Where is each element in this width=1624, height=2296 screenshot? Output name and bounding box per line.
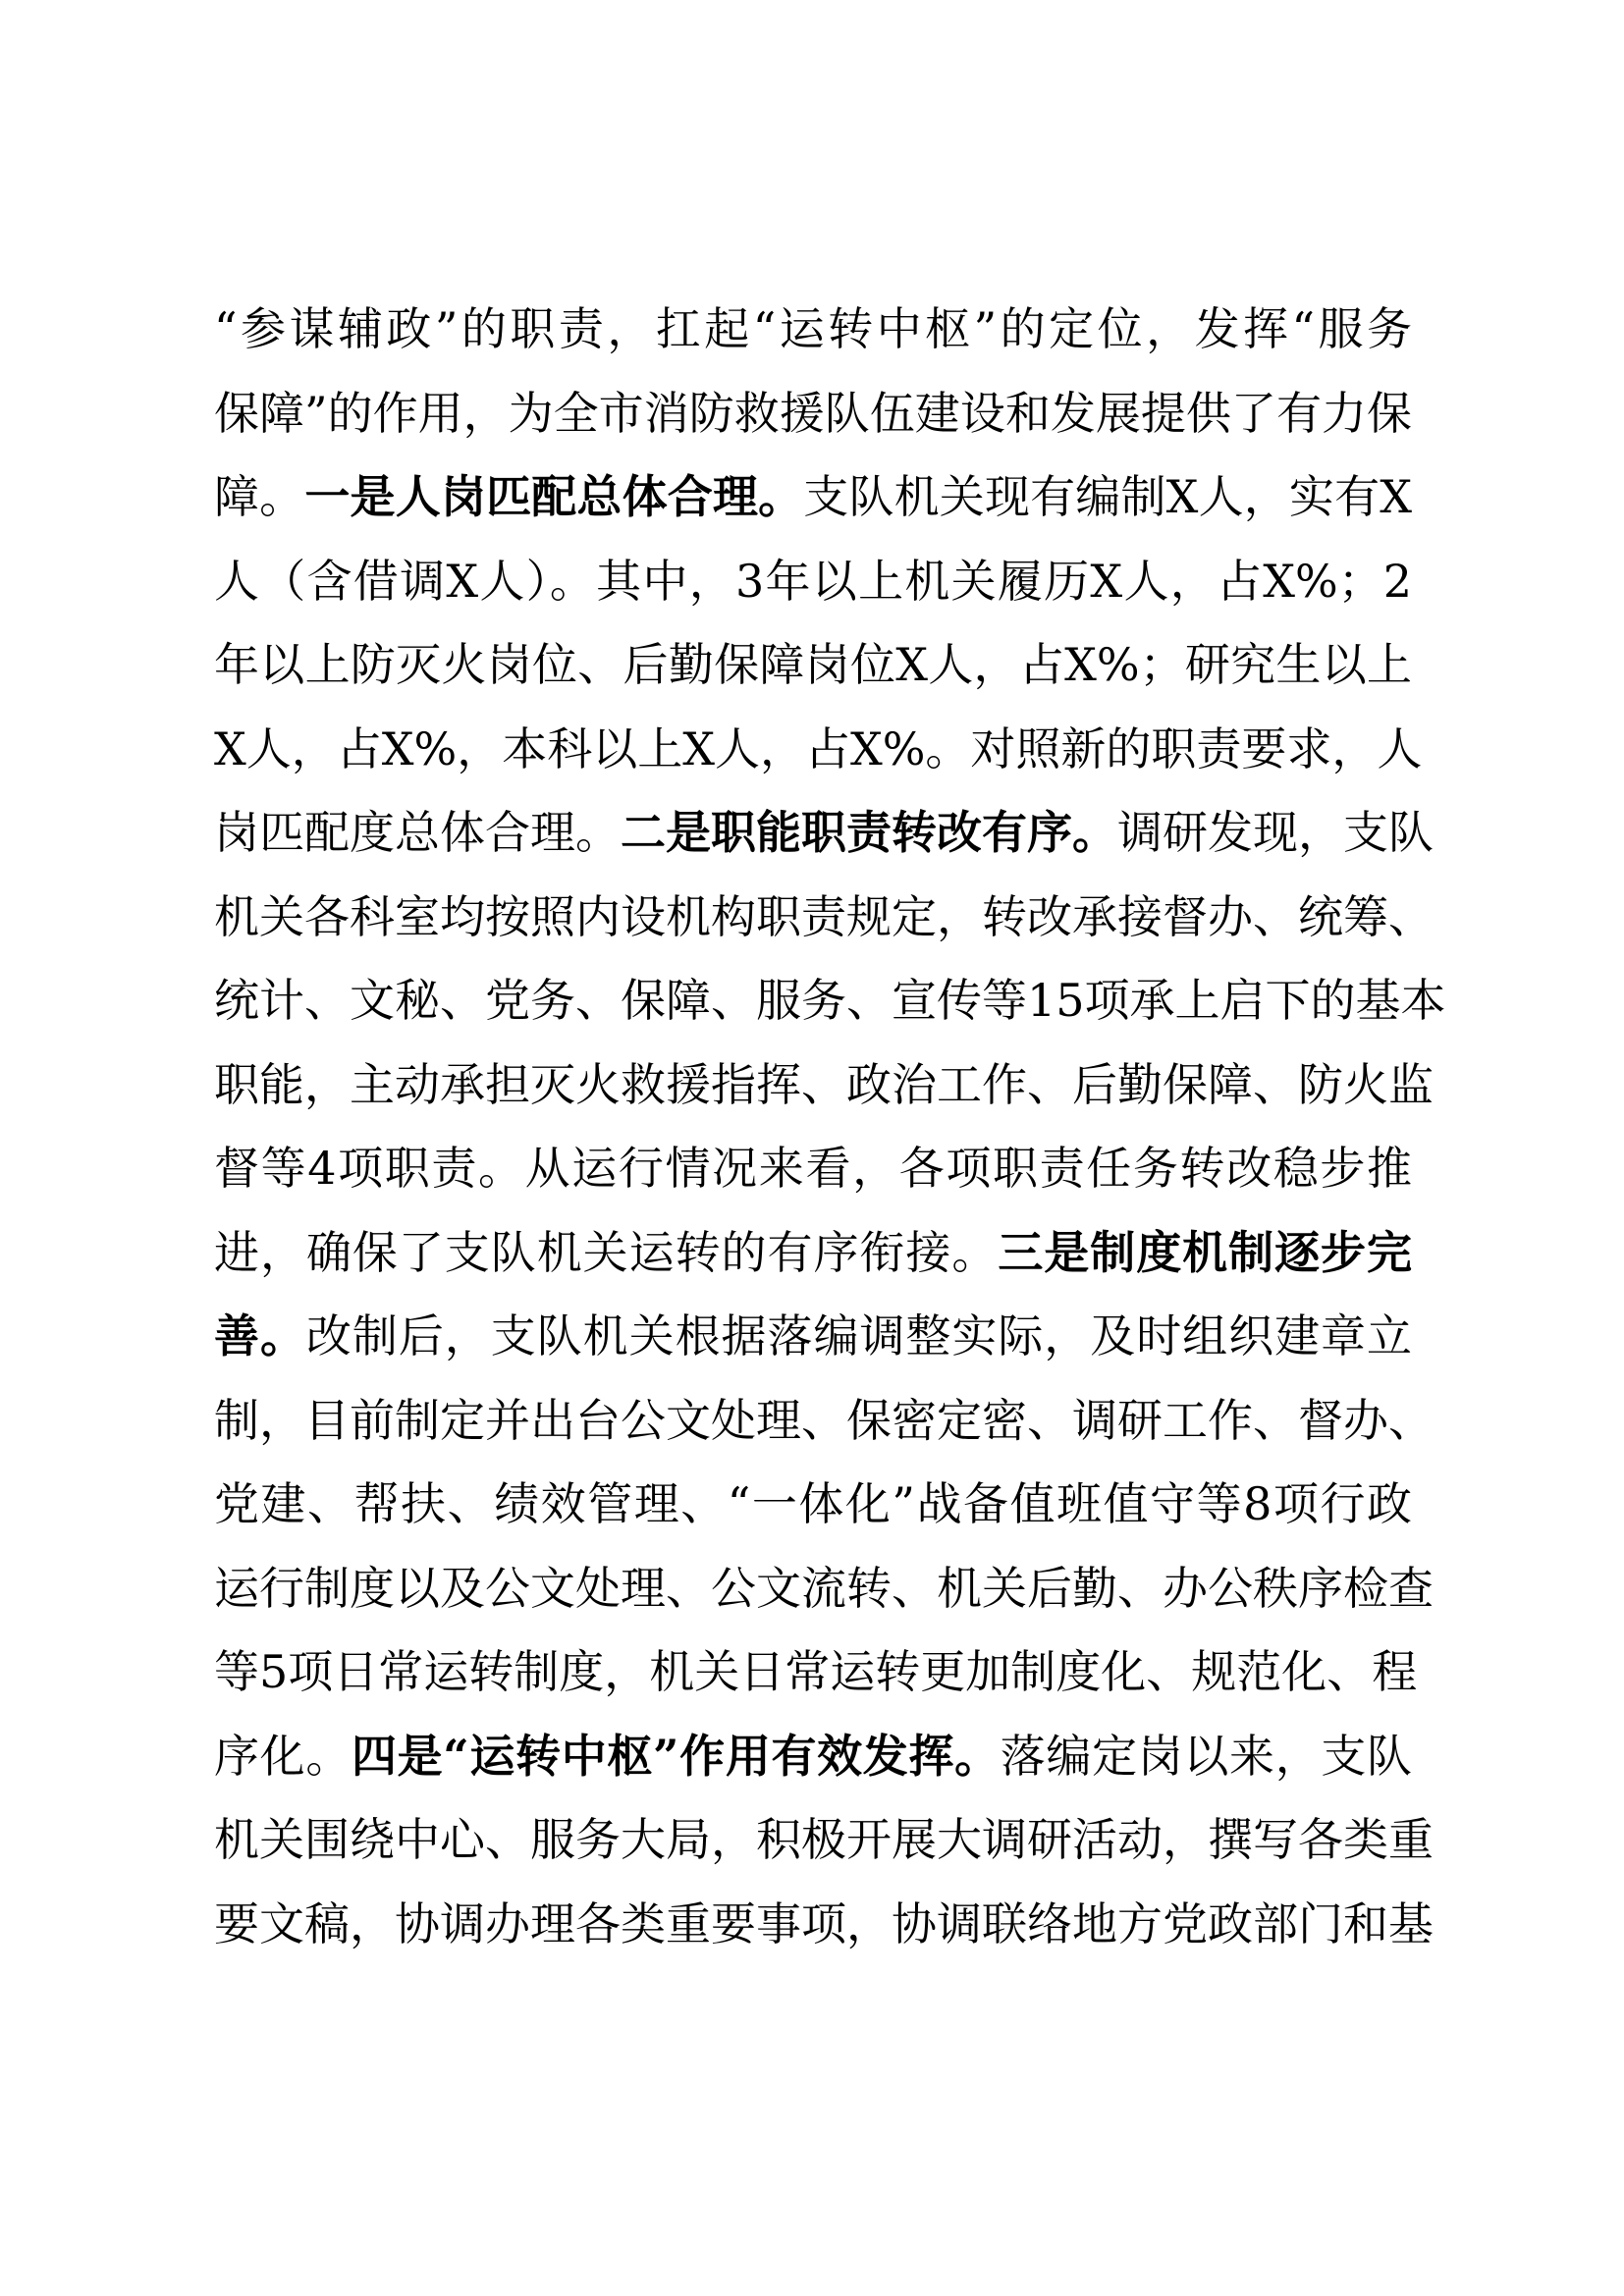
text-line: [214, 1715, 1412, 1799]
text-line: [214, 540, 1412, 624]
text-segment: 调研发现，支队: [1117, 806, 1434, 859]
text-line: [214, 791, 1434, 876]
text-line: [214, 455, 1412, 540]
text-line: [214, 288, 1412, 372]
text-line: [214, 1547, 1434, 1631]
text-segment: 统计、文秘、党务、保障、服务、宣传等15项承上启下的基本: [214, 974, 1446, 1027]
text-line: [214, 1379, 1434, 1464]
text-segment: 机关围绕中心、服务大局，积极开展大调研活动，撰写各类重: [214, 1813, 1434, 1866]
text-line: [214, 1211, 1412, 1296]
text-segment: 进，确保了支队机关运转的有序衔接。: [214, 1225, 999, 1279]
text-segment: 岗匹配度总体合理。: [214, 806, 621, 859]
text-segment: 机关各科室均按照内设机构职责规定，转改承接督办、统筹、: [214, 889, 1434, 943]
text-line: [214, 876, 1434, 960]
text-line: [214, 1883, 1434, 1967]
text-segment: 制，目前制定并出台公文处理、保密定密、调研工作、督办、: [214, 1393, 1434, 1447]
text-segment: X人，占X%，本科以上X人，占X%。对照新的职责要求，人: [214, 721, 1423, 775]
text-line: [214, 708, 1423, 792]
text-segment: 党建、帮扶、绩效管理、“一体化”战备值班值守等8项行政: [214, 1477, 1412, 1530]
text-segment: 督等4项职责。从运行情况来看，各项职责任务转改稳步推: [214, 1142, 1412, 1195]
text-segment: 序化。: [214, 1729, 352, 1783]
text-segment: 职能，主动承担灭火救援指挥、政治工作、后勤保障、防火监: [214, 1057, 1434, 1111]
text-line: [214, 959, 1446, 1043]
text-line: [214, 1463, 1412, 1547]
bold-heading-phrase: 善。: [214, 1309, 306, 1362]
text-segment: 落编定岗以来，支队: [1000, 1729, 1413, 1783]
body-paragraph: [214, 288, 1446, 1966]
text-segment: 支队机关现有编制X人，实有X: [803, 470, 1413, 523]
text-line: [214, 623, 1412, 708]
text-line: [214, 1798, 1434, 1883]
text-line: [214, 1043, 1434, 1128]
text-segment: 等5项日常运转制度，机关日常运转更加制度化、规范化、程: [214, 1645, 1418, 1698]
bold-heading-phrase: 二是职能职责转改有序。: [621, 806, 1117, 859]
bold-heading-phrase: 三是制度机制逐步完: [998, 1225, 1413, 1279]
text-segment: 人（含借调X人）。其中，3年以上机关履历X人，占X%；2: [214, 554, 1412, 608]
text-segment: 运行制度以及公文处理、公文流转、机关后勤、办公秩序检查: [214, 1561, 1434, 1615]
text-line: [214, 1295, 1412, 1379]
text-line: [214, 1127, 1412, 1211]
text-segment: 要文稿，协调办理各类重要事项，协调联络地方党政部门和基: [214, 1896, 1434, 1950]
text-segment: 改制后，支队机关根据落编调整实际，及时组织建章立: [305, 1309, 1413, 1362]
bold-heading-phrase: 四是“运转中枢”作用有效发挥。: [351, 1729, 1001, 1783]
bold-heading-phrase: 一是人岗匹配总体合理。: [304, 470, 804, 523]
text-segment: 年以上防灭火岗位、后勤保障岗位X人，占X%；研究生以上: [214, 638, 1412, 691]
text-line: [214, 1630, 1418, 1715]
text-segment: 障。: [214, 470, 305, 523]
text-segment: 保障”的作用，为全市消防救援队伍建设和发展提供了有力保: [214, 386, 1412, 440]
text-segment: “参谋辅政”的职责，扛起“运转中枢”的定位，发挥“服务: [214, 302, 1412, 355]
text-line: [214, 372, 1412, 456]
